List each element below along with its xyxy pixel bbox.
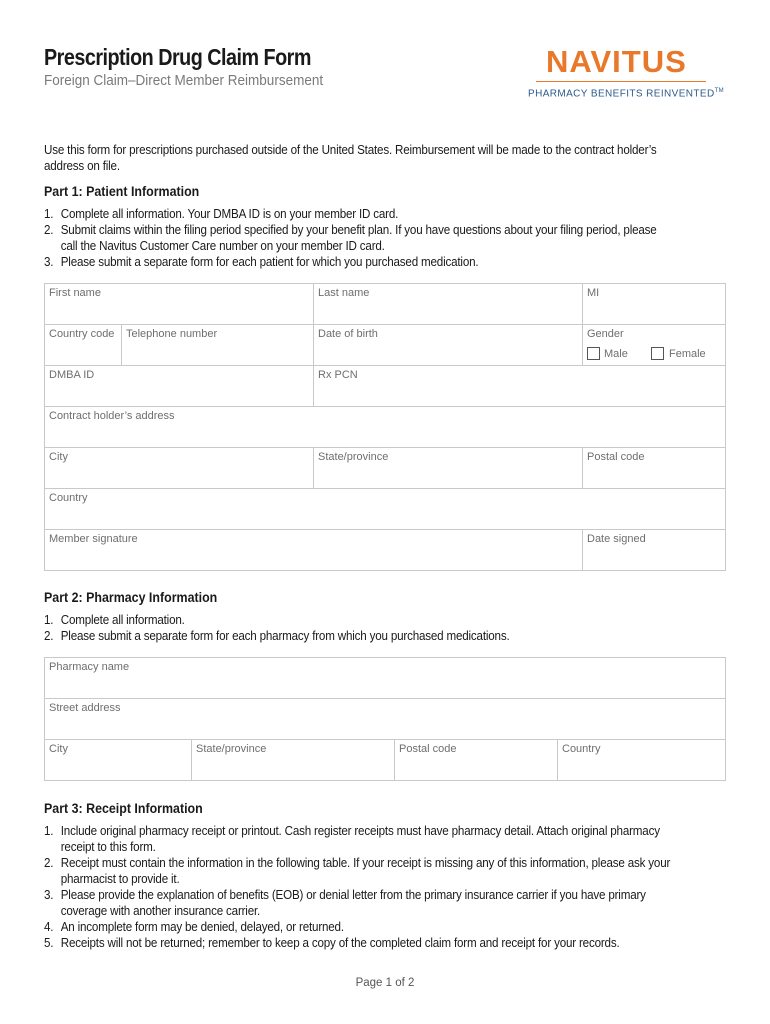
postal-code-field[interactable]: Postal code bbox=[582, 448, 725, 488]
male-checkbox[interactable] bbox=[587, 347, 600, 360]
form-row bbox=[45, 698, 725, 739]
last-name-field[interactable]: Last name bbox=[313, 284, 582, 324]
mi-field[interactable]: MI bbox=[582, 284, 725, 324]
list-item: 2. Receipt must contain the information in the following table. If your receipt is missing any of this information, please ask your pharmacist to provide it. bbox=[44, 856, 671, 886]
list-item: 2. Please submit a separate form for each pharmacy from which you purchased medications. bbox=[44, 629, 510, 643]
country-field[interactable]: Country bbox=[49, 492, 88, 504]
list-item: 1. Complete all information. Your DMBA ID is on your member ID card. bbox=[44, 207, 399, 221]
list-item: 3. Please submit a separate form for each patient for which you purchased medication. bbox=[44, 255, 479, 269]
rx-pcn-field[interactable]: Rx PCN bbox=[313, 366, 725, 406]
list-item: 4. An incomplete form may be denied, delayed, or returned. bbox=[44, 920, 344, 934]
pharmacy-state-field[interactable]: State/province bbox=[191, 740, 394, 780]
pharmacy-postal-field[interactable]: Postal code bbox=[394, 740, 557, 780]
contract-address-field[interactable]: Contract holder’s address bbox=[49, 410, 175, 422]
dmba-id-field[interactable]: DMBA ID bbox=[49, 369, 95, 381]
part1-heading: Part 1: Patient Information bbox=[44, 184, 200, 199]
page-subtitle: Foreign Claim–Direct Member Reimbursement bbox=[44, 72, 324, 89]
street-address-field[interactable]: Street address bbox=[49, 702, 121, 714]
state-field[interactable]: State/province bbox=[313, 448, 582, 488]
logo-rule bbox=[536, 81, 706, 82]
pharmacy-city-field[interactable]: City bbox=[49, 743, 68, 755]
patient-info-form bbox=[44, 283, 726, 571]
list-item: 3. Please provide the explanation of benefits (EOB) or denial letter from the primary insurance carrier if you have primary coverage with another insurance carrier. bbox=[44, 888, 646, 918]
member-signature-field[interactable]: Member signature bbox=[49, 533, 138, 545]
pharmacy-country-field[interactable]: Country bbox=[557, 740, 725, 780]
form-row bbox=[45, 324, 725, 365]
list-item: 1. Include original pharmacy receipt or printout. Cash register receipts must have pharmacy detail. Attach original pharmacy receipt to this form. bbox=[44, 824, 660, 854]
part1-instructions bbox=[44, 206, 714, 270]
city-field[interactable]: City bbox=[49, 451, 68, 463]
part3-heading: Part 3: Receipt Information bbox=[44, 801, 203, 816]
pharmacy-info-form bbox=[44, 657, 726, 781]
first-name-field[interactable]: First name bbox=[49, 287, 101, 299]
logo-tagline: PHARMACY BENEFITS REINVENTED™ bbox=[528, 88, 725, 100]
list-item: 1. Complete all information. bbox=[44, 613, 185, 627]
part2-heading: Part 2: Pharmacy Information bbox=[44, 590, 218, 605]
form-row bbox=[45, 529, 725, 570]
form-row bbox=[45, 739, 725, 780]
gender-field: Gender Male Female bbox=[582, 325, 725, 365]
telephone-field[interactable]: Telephone number bbox=[121, 325, 313, 365]
intro-line-2: address on file. bbox=[44, 159, 120, 173]
part3-instructions bbox=[44, 823, 714, 951]
form-row bbox=[45, 447, 725, 488]
form-row bbox=[45, 406, 725, 447]
date-signed-field[interactable]: Date signed bbox=[582, 530, 725, 570]
female-label: Female bbox=[669, 348, 706, 360]
list-item: 2. Submit claims within the filing period specified by your benefit plan. If you have questions about your filing period, please call the Navitus Customer Care number on your member ID card. bbox=[44, 223, 657, 253]
intro-line-1: Use this form for prescriptions purchased outside of the United States. Reimbursement will be made to the contract holder’s bbox=[44, 143, 657, 157]
form-row bbox=[45, 658, 725, 698]
female-checkbox[interactable] bbox=[651, 347, 664, 360]
pharmacy-name-field[interactable]: Pharmacy name bbox=[49, 661, 130, 673]
logo-wordmark: NAVITUS bbox=[546, 44, 687, 79]
list-item: 5. Receipts will not be returned; remember to keep a copy of the completed claim form and receipt for your records. bbox=[44, 936, 620, 950]
form-row bbox=[45, 365, 725, 406]
form-row bbox=[45, 284, 725, 324]
male-label: Male bbox=[604, 348, 628, 360]
form-row bbox=[45, 488, 725, 529]
page-title: Prescription Drug Claim Form bbox=[44, 44, 311, 70]
dob-field[interactable]: Date of birth bbox=[313, 325, 582, 365]
page-number: Page 1 of 2 bbox=[355, 977, 415, 989]
navitus-logo bbox=[528, 44, 724, 100]
part2-instructions bbox=[44, 612, 714, 644]
country-code-field[interactable]: Country code bbox=[49, 328, 115, 340]
